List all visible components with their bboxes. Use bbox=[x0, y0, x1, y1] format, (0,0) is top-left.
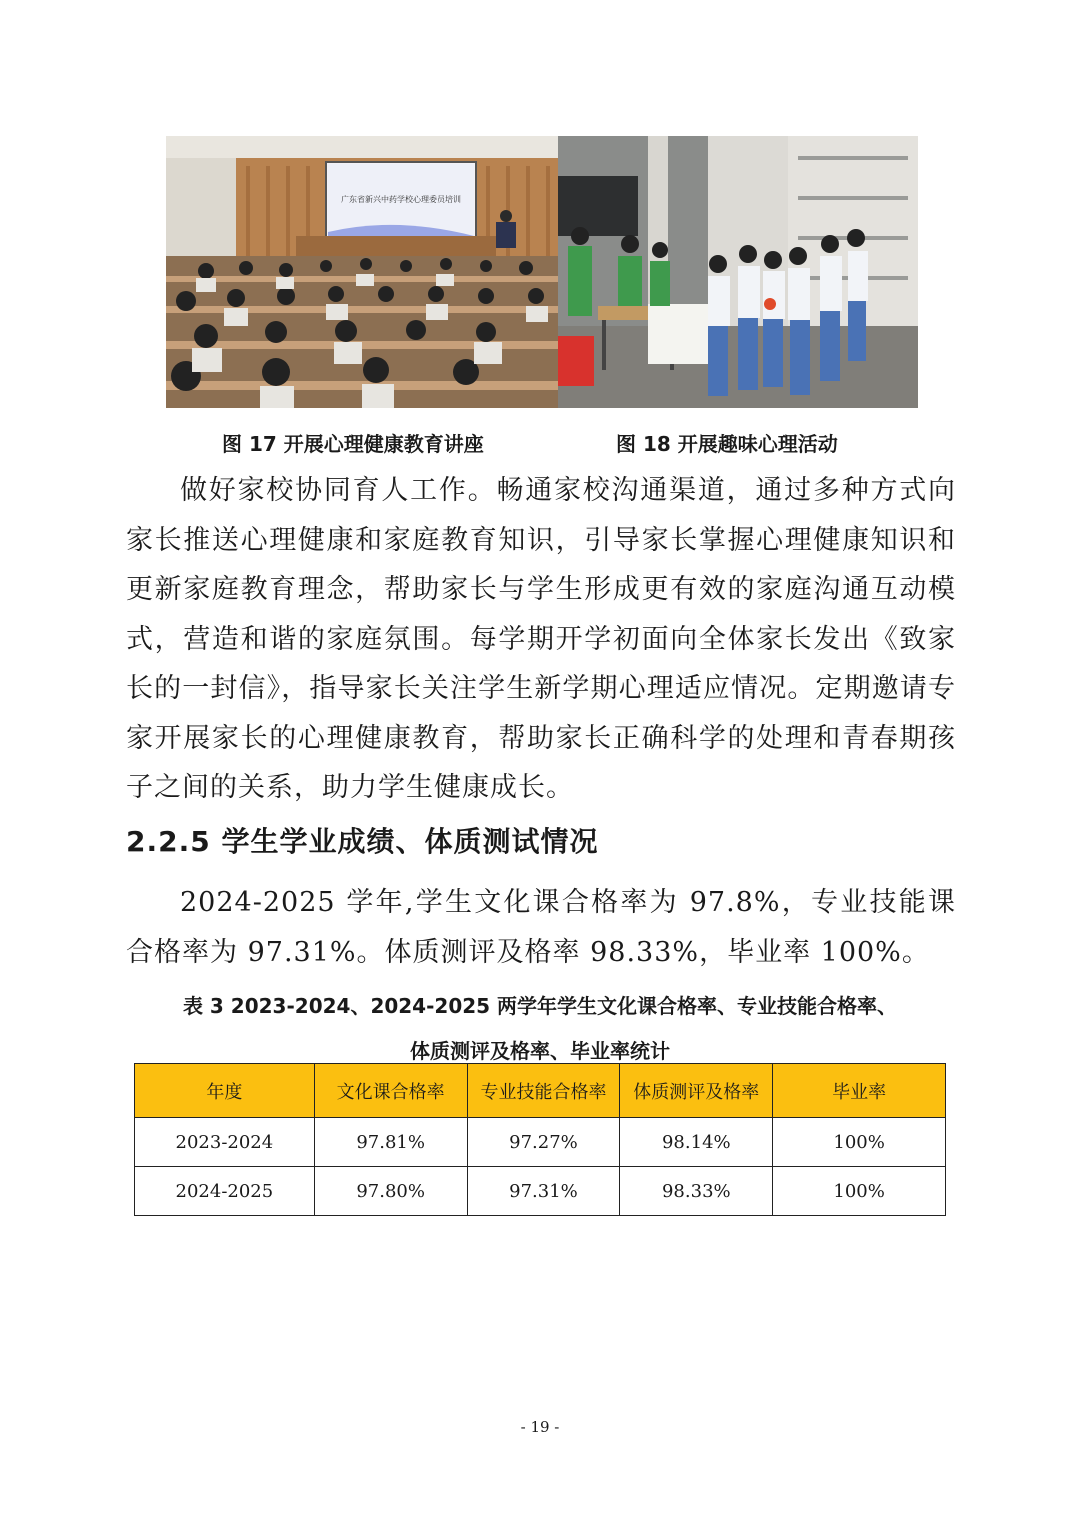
cell-physical-pass-rate: 98.33% bbox=[620, 1167, 773, 1216]
outdoor-activity-photo bbox=[558, 136, 918, 408]
table-row bbox=[135, 1167, 946, 1216]
screen-text: 广东省新兴中药学校心理委员培训 bbox=[341, 195, 461, 204]
home-school-paragraph: 做好家校协同育人工作。畅通家校沟通渠道，通过多种方式向家长推送心理健康和家庭教育知识，引导家长掌握心理健康知识和更新家庭教育理念，帮助家长与学生形成更有效的家庭沟通互动模式，营造和谐的家庭氛围。每学期开学初面向全体家长发出《致家长的一封信》，指导家长关注学生新学期心理适应情况。定期邀请专家开展家长的心理健康教育，帮助家长正确科学的处理和青春期孩子之间的关系，助力学生健康成长。 bbox=[126, 475, 956, 803]
table-row bbox=[135, 1118, 946, 1167]
cell-culture-pass-rate: 97.80% bbox=[314, 1167, 467, 1216]
figure-17-caption: 图 17 开展心理健康教育讲座 bbox=[222, 432, 484, 456]
cell-skill-pass-rate: 97.31% bbox=[467, 1167, 620, 1216]
header-skill-pass-rate: 专业技能合格率 bbox=[467, 1064, 620, 1118]
cell-graduation-rate: 100% bbox=[773, 1167, 946, 1216]
header-culture-pass-rate: 文化课合格率 bbox=[314, 1064, 467, 1118]
figure-captions bbox=[0, 428, 1080, 458]
table-caption-line2: 体质测评及格率、毕业率统计 bbox=[410, 1039, 670, 1063]
table-caption-line1: 表 3 2023-2024、2024-2025 两学年学生文化课合格率、专业技能合格率、 bbox=[182, 994, 898, 1018]
cell-culture-pass-rate: 97.81% bbox=[314, 1118, 467, 1167]
cell-graduation-rate: 100% bbox=[773, 1118, 946, 1167]
cell-year: 2024-2025 bbox=[135, 1167, 315, 1216]
table-header-row bbox=[135, 1064, 946, 1118]
cell-skill-pass-rate: 97.27% bbox=[467, 1118, 620, 1167]
lecture-hall-photo bbox=[166, 136, 558, 408]
header-year: 年度 bbox=[135, 1064, 315, 1118]
header-graduation-rate: 毕业率 bbox=[773, 1064, 946, 1118]
figure-18-caption: 图 18 开展趣味心理活动 bbox=[616, 432, 838, 456]
section-heading: 2.2.5 学生学业成绩、体质测试情况 bbox=[126, 825, 599, 858]
header-physical-pass-rate: 体质测评及格率 bbox=[620, 1064, 773, 1118]
figure-photos bbox=[166, 136, 918, 408]
cell-physical-pass-rate: 98.14% bbox=[620, 1118, 773, 1167]
cell-year: 2023-2024 bbox=[135, 1118, 315, 1167]
pass-rate-paragraph: 2024-2025 学年,学生文化课合格率为 97.8%，专业技能课合格率为 97.31%。体质测评及格率 98.33%，毕业率 100%。 bbox=[126, 887, 956, 968]
page-number: - 19 - bbox=[520, 1418, 560, 1436]
statistics-table bbox=[134, 1063, 946, 1216]
